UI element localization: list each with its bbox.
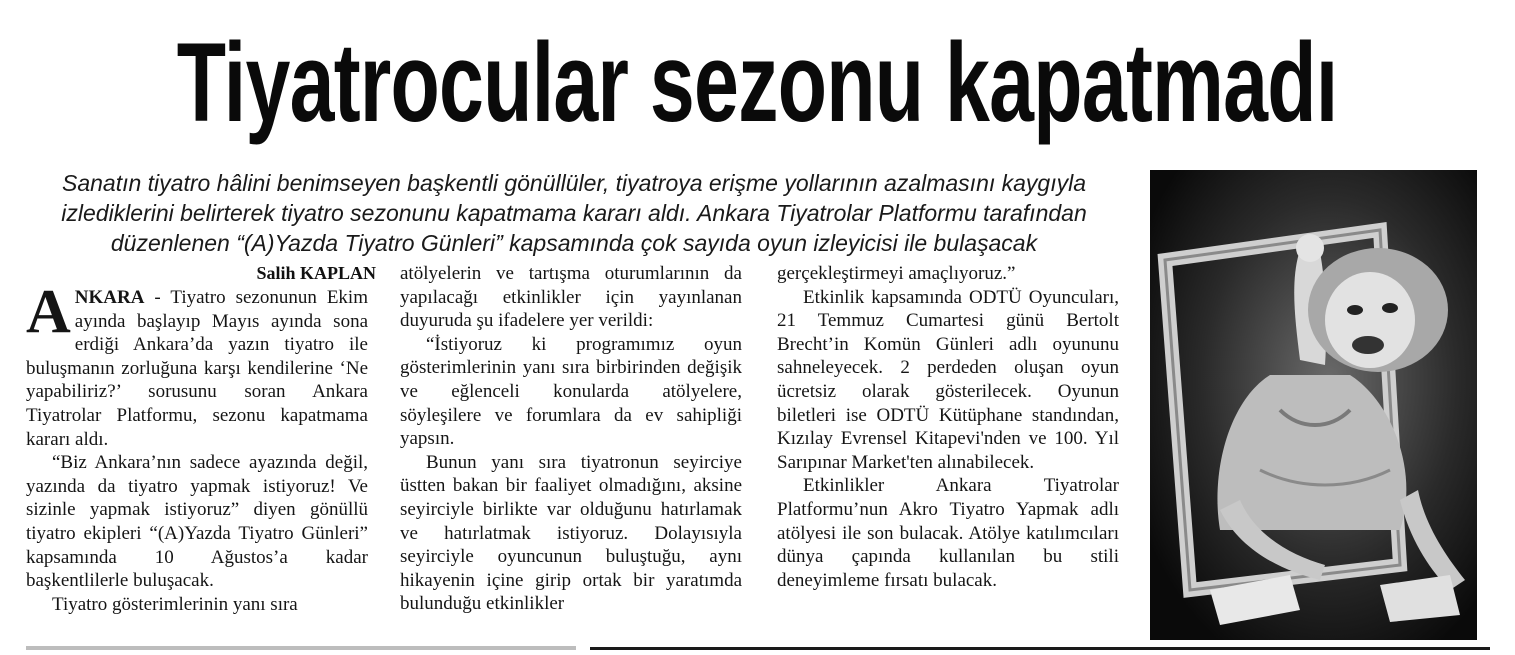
lead-text: - Tiyatro sezonunun Ekim ayında başlayıp Mayıs ayında sona erdiği Ankara’da yazın tiyatro ile buluşmanın zorluğuna karşı kendilerine ‘Ne yapabiliriz?’ sorusunu soran Ankara Tiyatrolar Platformu, sezonu kapatmama kararı aldı. bbox=[26, 287, 368, 450]
paragraph: Etkinlikler Ankara Tiyatrolar Platformu’nun Akro Tiyatro Yapmak adlı atölyesi ile son bulacak. Atölye katılımcıları dünya çapında kullanılan bu stili deneyimleme fırsatı bulacak. bbox=[777, 475, 1119, 591]
article-column-2 bbox=[400, 262, 742, 616]
spot-line: Sanatın tiyatro hâlini benimseyen başkentli gönüllüler, tiyatroya erişme yollarının azalmasını kaygıyla bbox=[61, 170, 1087, 196]
byline: Salih KAPLAN bbox=[256, 263, 376, 283]
paragraph: Tiyatro gösterimlerinin yanı sıra bbox=[52, 593, 298, 615]
drop-cap: A bbox=[26, 278, 71, 346]
paragraph: Bunun yanı sıra tiyatronun seyirciye üstten bakan bir faaliyet olmadığını, aksine seyirciyle birlikte var olduğunu hatırlamak ve hatırlatmak istiyoruz. Dolayısıyla seyirciyle oyuncunun buluştuğu, aynı hikayenin içine girip ortak bir yaratımda bulunduğu etkinlikler bbox=[400, 451, 742, 615]
paragraph: Etkinlik kapsamında ODTÜ Oyuncuları, 21 Temmuz Cumartesi günü Bertolt Brecht’in Komün Günleri adlı oyununu sahneleyecek. 2 perdeden oluşan oyun ücretsiz olarak gösterilecek. Oyunun biletleri ise ODTÜ Kütüphane standından, Kızılay Evrensel Kitapevi'nden ve 100. Yıl Sarıpınar Market'ten alınabilecek. bbox=[777, 286, 1119, 473]
headline: Tiyatrocular sezonu kapatmadı bbox=[177, 19, 1338, 145]
paragraph: “İstiyoruz ki programımız oyun gösterimlerinin yanı sıra birbirinden değişik ve eğlenceli konularda atölyelere, söyleşilere ve forumlara da ev sahipliği yapsın. bbox=[400, 333, 742, 450]
actor-photo-illustration bbox=[1150, 170, 1477, 640]
spot-line: düzenlenen “(A)Yazda Tiyatro Günleri” kapsamında çok sayıda oyun izleyicisi ile bulaşacak bbox=[110, 230, 1038, 256]
paragraph: atölyelerin ve tartışma oturumlarının da yapılacağı etkinlikler için yayınlanan duyuruda şu ifadelere yer verildi: bbox=[400, 263, 742, 332]
divider-rule-left bbox=[26, 646, 576, 650]
paragraph: “Biz Ankara’nın sadece ayazında değil, yazında da tiyatro yapmak istiyoruz! Ve sizinle yapmak istiyoruz” diyen gönüllü tiyatro ekipleri “(A)Yazda Tiyatro Günleri” kapsamında 10 Ağustos’a kadar başkentlilerle buluşacak. bbox=[26, 452, 368, 592]
headline-container bbox=[0, 0, 1515, 165]
spot-text bbox=[24, 168, 1124, 258]
article-column-3 bbox=[777, 262, 1119, 592]
spot-line: izlediklerini belirterek tiyatro sezonunu kapatmama kararı aldı. Ankara Tiyatrolar Platformu tarafından bbox=[61, 200, 1087, 226]
divider-rule-right bbox=[590, 647, 1490, 650]
dateline-city: NKARA bbox=[74, 287, 145, 308]
paragraph: gerçekleştirmeyi amaçlıyoruz.” bbox=[777, 263, 1016, 284]
article-column-1 bbox=[26, 278, 368, 616]
article-photo bbox=[1150, 170, 1477, 640]
lead-paragraph bbox=[26, 278, 368, 451]
